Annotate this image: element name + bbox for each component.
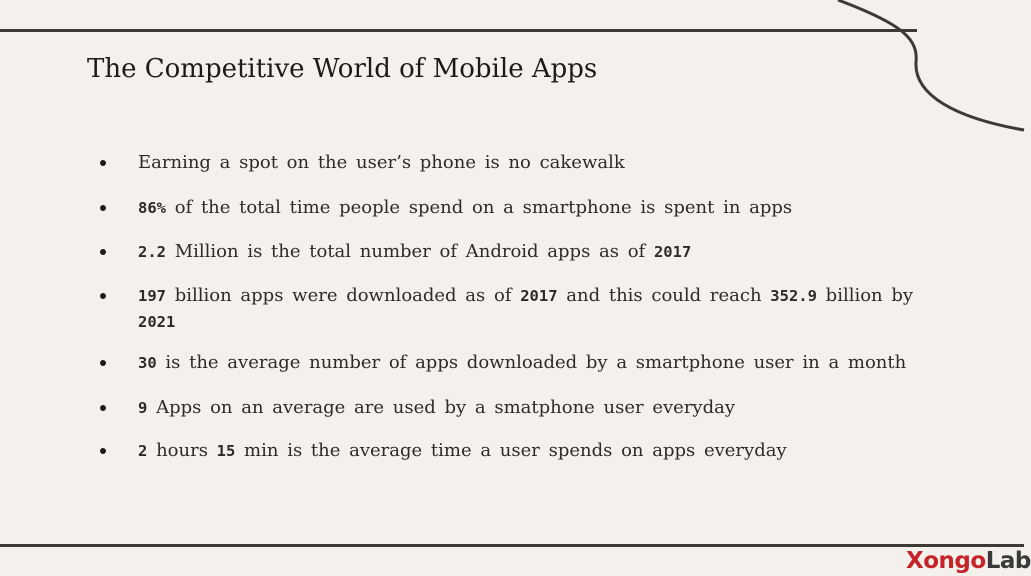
bullet-text: Million is the total number of Android apps as of xyxy=(166,241,654,262)
bullet-text: min is the average time a user spends on apps everyday xyxy=(235,440,787,461)
bullet-dot xyxy=(100,405,106,411)
bullet-item xyxy=(100,239,915,265)
bullet-item xyxy=(100,150,915,175)
bullet-item xyxy=(100,438,915,464)
bullet-number: 2017 xyxy=(653,243,692,261)
xongolab-logo xyxy=(906,547,1031,575)
bullet-text: billion apps were downloaded as of xyxy=(166,285,521,306)
bullet-dot xyxy=(100,249,106,255)
bullet-number: 9 xyxy=(138,399,148,417)
bullet-number: 15 xyxy=(216,442,236,460)
slide-title: The Competitive World of Mobile Apps xyxy=(87,54,598,84)
logo-part-xongo: Xongo xyxy=(906,548,986,574)
bullet-text: Earning a spot on the user’s phone is no cakewalk xyxy=(138,152,625,173)
bullet-text: billion by xyxy=(816,285,914,306)
bullet-number: 2021 xyxy=(138,313,176,331)
bullet-text: and this could reach xyxy=(557,285,771,306)
bullet-dot xyxy=(100,293,106,299)
bullet-text: is the average number of apps downloaded by a smartphone user in a month xyxy=(156,352,907,373)
bullet-text: hours xyxy=(147,440,217,461)
bullet-number: 352.9 xyxy=(770,287,817,305)
bottom-divider-line xyxy=(0,544,1024,547)
logo-part-lab: Lab xyxy=(985,548,1031,574)
bullet-text: of the total time people spend on a smartphone is spent in apps xyxy=(166,197,793,218)
bullet-dot xyxy=(100,205,106,211)
bullet-number: 30 xyxy=(138,354,157,372)
bullet-item xyxy=(100,350,915,376)
bullet-dot xyxy=(100,360,106,366)
bullet-number: 2.2 xyxy=(138,243,166,261)
bullet-item xyxy=(100,395,915,421)
bullet-dot xyxy=(100,160,106,166)
bullet-number: 86% xyxy=(138,199,166,217)
bullet-item xyxy=(100,195,915,221)
bullet-number: 2017 xyxy=(520,287,558,305)
bullet-item xyxy=(100,283,915,335)
bullet-number: 197 xyxy=(138,287,166,305)
bullet-number: 2 xyxy=(138,442,148,460)
bullet-dot xyxy=(100,448,106,454)
bullet-text: Apps on an average are used by a smatphone user everyday xyxy=(147,397,736,418)
